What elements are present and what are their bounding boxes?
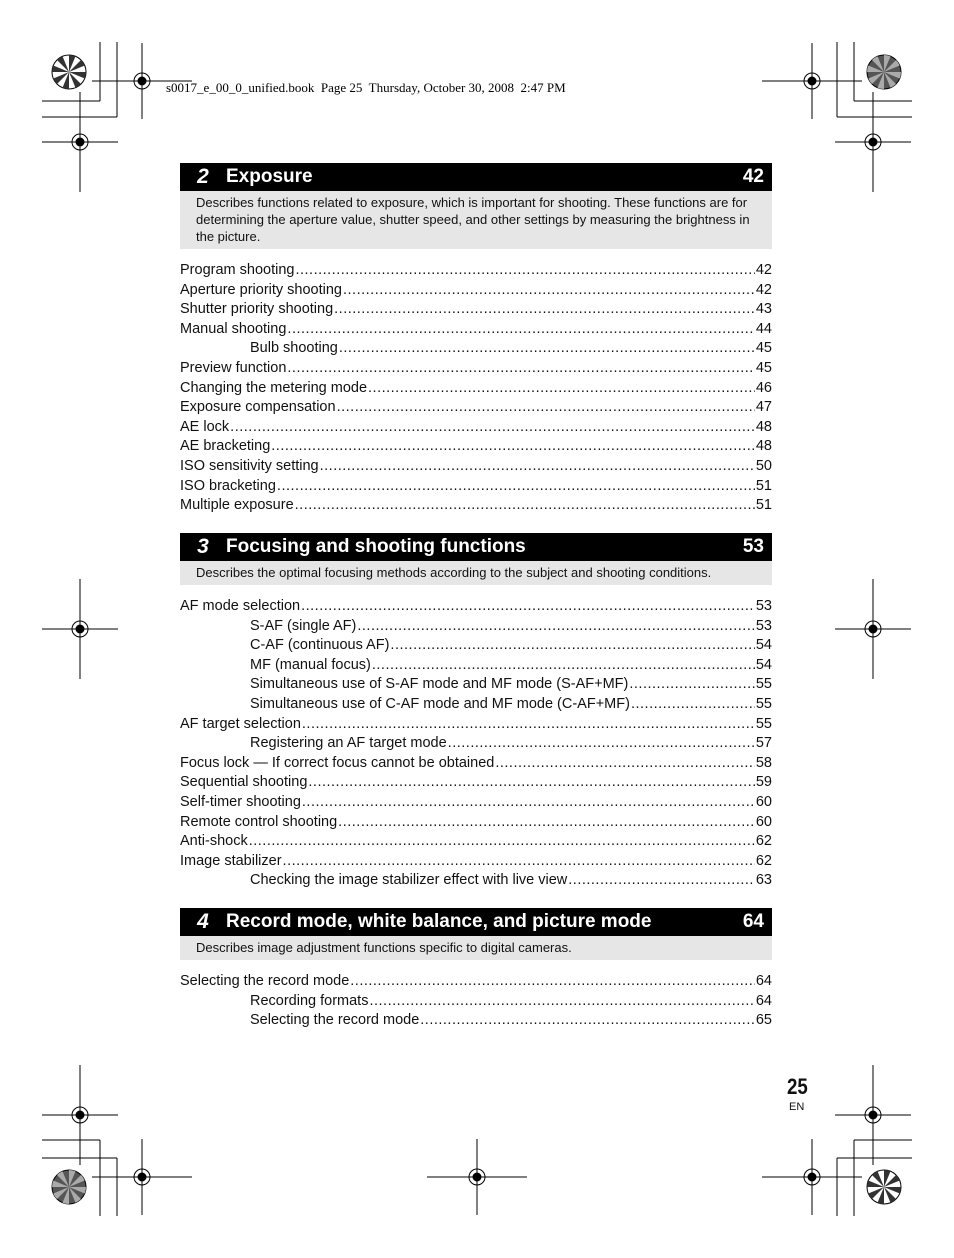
toc-entry[interactable] xyxy=(180,832,772,852)
toc-entry-page: 47 xyxy=(755,399,772,416)
toc-leader-dots xyxy=(301,597,755,617)
toc-entry-page: 55 xyxy=(755,715,772,732)
toc-entry-page: 60 xyxy=(755,813,772,830)
toc-entry[interactable] xyxy=(180,437,772,457)
toc-leader-dots xyxy=(334,300,755,320)
section-header[interactable] xyxy=(180,908,772,936)
toc-subentry[interactable] xyxy=(180,992,772,1012)
toc-entry-label: Program shooting xyxy=(180,262,295,278)
toc-entry-page: 60 xyxy=(755,793,772,810)
print-header: s0017_e_00_0_unified.book Page 25 Thursday, October 30, 2008 2:47 PM xyxy=(166,80,566,95)
toc-entry-label: Selecting the record mode xyxy=(250,1012,420,1029)
toc-entry-label: Exposure compensation xyxy=(180,399,336,416)
section-description: Describes functions related to exposure, which is important for shooting. These functions are for determining the aperture value, shutter speed, and other settings by measuring the brightness in the picture. xyxy=(180,191,772,249)
toc-leader-dots xyxy=(631,695,755,715)
section-description: Describes image adjustment functions specific to digital cameras. xyxy=(180,936,772,960)
toc-leader-dots xyxy=(337,398,755,418)
page-number: 25 xyxy=(787,1074,808,1099)
toc-leader-dots xyxy=(372,656,755,676)
toc-entry-label: Shutter priority shooting xyxy=(180,301,334,318)
toc-entry[interactable] xyxy=(180,754,772,774)
section-title: Exposure xyxy=(226,166,313,187)
toc-leader-dots xyxy=(295,261,754,281)
toc-entry-label: Bulb shooting xyxy=(250,340,338,357)
toc-entry[interactable] xyxy=(180,418,772,438)
toc-entry-label: AF target selection xyxy=(180,715,301,732)
toc-entry[interactable] xyxy=(180,398,772,418)
toc-entry-page: 64 xyxy=(755,992,772,1009)
toc-list xyxy=(180,597,772,891)
toc-leader-dots xyxy=(287,359,754,379)
toc-entry-label: Selecting the record mode xyxy=(180,973,350,989)
toc-leader-dots xyxy=(350,972,755,992)
toc-subentry[interactable] xyxy=(180,339,772,359)
toc-entry-page: 53 xyxy=(755,598,772,614)
toc-leader-dots xyxy=(277,477,755,497)
toc-entry-page: 54 xyxy=(755,637,772,654)
toc-leader-dots xyxy=(568,871,755,891)
toc-entry-label: Self-timer shooting xyxy=(180,793,301,810)
toc-entry-page: 57 xyxy=(755,735,772,752)
toc-leader-dots xyxy=(369,992,754,1012)
toc-entry-label: AF mode selection xyxy=(180,598,301,614)
toc-entry-page: 42 xyxy=(755,262,772,278)
toc-entry[interactable] xyxy=(180,300,772,320)
toc-entry-label: C-AF (continuous AF) xyxy=(250,637,390,654)
toc-subentry[interactable] xyxy=(180,1011,772,1031)
toc-entry-page: 51 xyxy=(755,477,772,494)
toc-leader-dots xyxy=(249,832,755,852)
toc-entry-label: Manual shooting xyxy=(180,320,287,337)
toc-entry-label: Registering an AF target mode xyxy=(250,735,447,752)
toc-entry[interactable] xyxy=(180,457,772,477)
toc-list xyxy=(180,972,772,1031)
section-page: 64 xyxy=(742,911,764,932)
toc-entry[interactable] xyxy=(180,852,772,872)
toc-entry[interactable] xyxy=(180,496,772,516)
toc-entry-page: 55 xyxy=(755,695,772,712)
toc-entry-page: 43 xyxy=(755,301,772,318)
toc-entry-page: 62 xyxy=(755,833,772,850)
toc-entry-page: 62 xyxy=(755,852,772,869)
toc-subentry[interactable] xyxy=(180,636,772,656)
toc-subentry[interactable] xyxy=(180,695,772,715)
toc-entry-label: Sequential shooting xyxy=(180,774,308,791)
toc-leader-dots xyxy=(320,457,755,477)
toc-leader-dots xyxy=(295,496,755,516)
toc-entry-page: 58 xyxy=(755,754,772,771)
toc-leader-dots xyxy=(271,437,755,457)
toc-leader-dots xyxy=(287,320,754,340)
toc-entry-label: AE bracketing xyxy=(180,438,271,455)
toc-entry[interactable] xyxy=(180,793,772,813)
toc-entry[interactable] xyxy=(180,597,772,617)
toc-entry-page: 63 xyxy=(755,872,772,889)
toc-entry[interactable] xyxy=(180,773,772,793)
toc-leader-dots xyxy=(302,793,755,813)
toc-entry-label: AE lock xyxy=(180,418,230,435)
section-description: Describes the optimal focusing methods according to the subject and shooting conditions. xyxy=(180,561,772,585)
toc-subentry[interactable] xyxy=(180,734,772,754)
toc-leader-dots xyxy=(302,715,755,735)
toc-section-record-mode xyxy=(180,908,772,1031)
toc-leader-dots xyxy=(283,852,755,872)
toc-entry-label: Recording formats xyxy=(250,992,369,1009)
toc-entry-page: 64 xyxy=(755,973,772,989)
toc-entry-page: 50 xyxy=(755,457,772,474)
toc-entry-page: 46 xyxy=(755,379,772,396)
toc-entry-label: Anti-shock xyxy=(180,833,248,850)
toc-entry-label: Simultaneous use of S-AF mode and MF mode (S-AF+MF) xyxy=(250,676,629,693)
section-number: 4 xyxy=(197,910,209,933)
toc-entry[interactable] xyxy=(180,477,772,497)
toc-entry-label: Remote control shooting xyxy=(180,813,338,830)
toc-entry-page: 59 xyxy=(755,774,772,791)
toc-entry-label: MF (manual focus) xyxy=(250,656,371,673)
toc-subentry[interactable] xyxy=(180,656,772,676)
toc-list xyxy=(180,261,772,516)
toc-subentry[interactable] xyxy=(180,675,772,695)
section-header[interactable] xyxy=(180,533,772,561)
toc-entry-label: Checking the image stabilizer effect with live view xyxy=(250,872,568,889)
toc-subentry[interactable] xyxy=(180,871,772,891)
toc-entry-page: 65 xyxy=(755,1012,772,1029)
toc-entry-page: 55 xyxy=(755,676,772,693)
toc-leader-dots xyxy=(368,379,755,399)
toc-entry[interactable] xyxy=(180,359,772,379)
toc-entry-label: Simultaneous use of C-AF mode and MF mode (C-AF+MF) xyxy=(250,695,630,712)
toc-entry[interactable] xyxy=(180,281,772,301)
toc-leader-dots xyxy=(308,773,754,793)
toc-entry-label: Preview function xyxy=(180,359,287,376)
toc-entry-label: S-AF (single AF) xyxy=(250,617,357,634)
toc-entry-page: 48 xyxy=(755,438,772,455)
toc-entry-label: ISO sensitivity setting xyxy=(180,457,319,474)
toc-entry-page: 45 xyxy=(755,359,772,376)
toc-entry-page: 51 xyxy=(755,497,772,514)
toc-entry-label: Focus lock — If correct focus cannot be obtained xyxy=(180,754,495,771)
toc-entry[interactable] xyxy=(180,261,772,281)
page-language: EN xyxy=(789,1101,805,1113)
section-number: 3 xyxy=(197,535,209,558)
section-title: Focusing and shooting functions xyxy=(226,536,526,557)
toc-entry[interactable] xyxy=(180,813,772,833)
section-page: 42 xyxy=(742,166,764,187)
section-header[interactable] xyxy=(180,163,772,191)
toc-subentry[interactable] xyxy=(180,617,772,637)
toc-leader-dots xyxy=(390,636,754,656)
toc-entry-label: Image stabilizer xyxy=(180,852,282,869)
toc-entry-page: 54 xyxy=(755,656,772,673)
toc-entry-page: 45 xyxy=(755,340,772,357)
toc-leader-dots xyxy=(357,617,755,637)
toc-entry-page: 53 xyxy=(755,617,772,634)
section-title: Record mode, white balance, and picture mode xyxy=(226,911,652,932)
toc-section-exposure xyxy=(180,163,772,516)
toc-entry-label: Aperture priority shooting xyxy=(180,281,342,298)
toc-leader-dots xyxy=(629,675,755,695)
toc-entry-page: 42 xyxy=(755,281,772,298)
toc-entry[interactable] xyxy=(180,715,772,735)
toc-entry[interactable] xyxy=(180,320,772,340)
toc-leader-dots xyxy=(339,339,755,359)
toc-entry-page: 48 xyxy=(755,418,772,435)
toc-leader-dots xyxy=(495,754,755,774)
toc-leader-dots xyxy=(343,281,755,301)
toc-entry-label: Multiple exposure xyxy=(180,497,294,514)
toc-entry-label: Changing the metering mode xyxy=(180,379,368,396)
toc-entry[interactable] xyxy=(180,972,772,992)
toc-leader-dots xyxy=(448,734,755,754)
toc-leader-dots xyxy=(420,1011,755,1031)
toc-entry[interactable] xyxy=(180,379,772,399)
section-page: 53 xyxy=(742,536,764,557)
toc-entry-label: ISO bracketing xyxy=(180,477,276,494)
toc-leader-dots xyxy=(338,813,755,833)
toc-leader-dots xyxy=(230,418,755,438)
section-number: 2 xyxy=(197,165,209,188)
toc-entry-page: 44 xyxy=(755,320,772,337)
toc-section-focusing xyxy=(180,533,772,891)
